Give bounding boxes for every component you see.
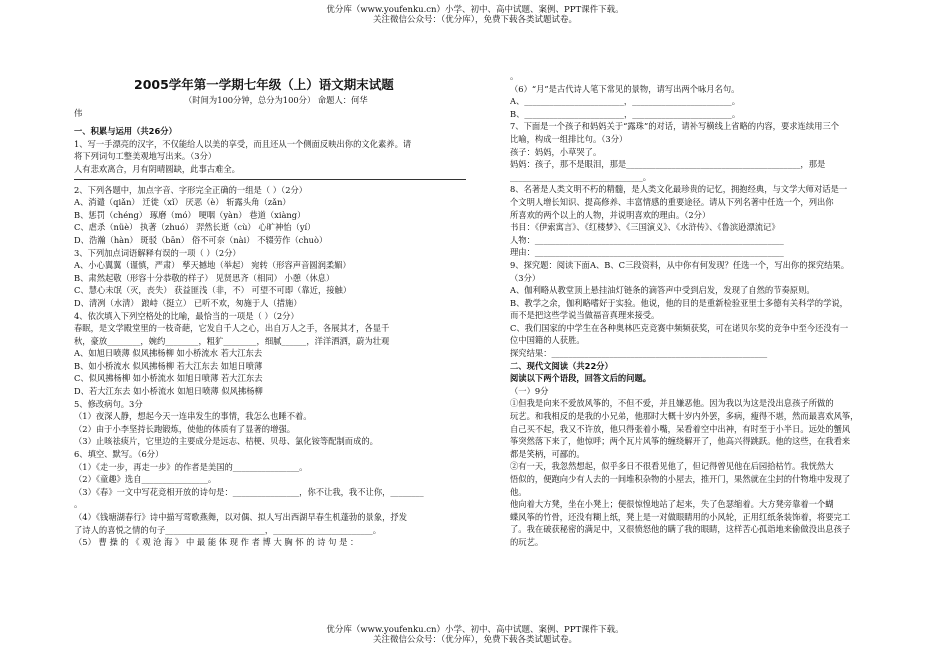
right-line: 二、现代文阅读（共22分） xyxy=(510,360,613,371)
right-line: 比喻，构成一组排比句。（3分） xyxy=(510,133,628,144)
left-line: C、似风拂杨柳 如小桥流水 如旭日喷薄 若大江东去 xyxy=(74,373,263,384)
left-line: （2）由于小李坚持长跑锻炼，使他的体质有了显著的增强。 xyxy=(74,423,295,434)
right-line: （一）9分 xyxy=(510,385,549,396)
left-line: （4）《钱塘湖春行》诗中描写莺歌燕舞，以对偶、拟人写出西湖早春生机蓬勃的景象，抒发 xyxy=(74,512,408,522)
right-line: 人物：____________________________________________________________ xyxy=(510,234,784,245)
right-column xyxy=(510,70,900,549)
right-line: 筝突然落下来了，他惊呼；两个瓦片风筝的缠绕解开了，他高兴得跳跃。他的这些，在我看来 xyxy=(510,436,851,447)
left-line: 春眠，是文学殿堂里的一枝奇葩，它发自千人之心，出自万人之手，各展其才，各显千 xyxy=(74,323,390,334)
left-line: （1）《走一步，再走一步》的作者是美国的________________。 xyxy=(74,461,308,472)
page-header xyxy=(0,5,950,25)
right-line: 个文明人增长知识、提高修养、丰富情感的重要途径。请从下列名著中任选一个，列出你 xyxy=(510,196,834,207)
footer-line-1: 优分库（www.youfenku.cn）小学、初中、高中试题、案例、PPT课件下载。 xyxy=(326,625,624,635)
left-line: 。 xyxy=(74,499,83,510)
header-line-1: 优分库（www.youfenku.cn）小学、初中、高中试题、案例、PPT课件下载。 xyxy=(326,5,624,15)
right-line: ②有一天，我忽然想起，似乎多日不很看见他了，但记得曾见他在后园拾枯竹。我恍然大 xyxy=(510,461,834,472)
exam-subtitle: （时间为100分钟，总分为100分） 命题人：何华 xyxy=(184,95,368,105)
right-line: 孩子：妈妈，小草哭了。 xyxy=(510,146,602,157)
left-line: B、肃然起敬（形容十分恭敬的样子） 见贤思齐（相同） 小憩（休息） xyxy=(74,272,335,283)
left-line: 4、依次填入下列空格处的比喻，最恰当的一项是（ ）（2分） xyxy=(74,310,299,321)
right-line: 书目：《伊索寓言》、《红楼梦》、《三国演义》、《水浒传》、《鲁滨逊漂流记》 xyxy=(510,222,780,233)
header-line-2: 关注微信公众号：（优分库），免费下载各类试题试卷。 xyxy=(372,15,577,25)
right-line: A、伽利略从教堂顶上悬挂油灯链条的滴答声中受到启发，发现了自然的节奏原则。 xyxy=(510,285,815,296)
left-line: 将下列词句工整美观地写出来。（3分） xyxy=(74,151,217,162)
left-line: D、浩瀚（hàn） 斑驳（bān） 俗不可奈（nài） 不辍劳作（chuò） xyxy=(74,234,328,245)
right-line: 所喜欢的两个以上的人物，并说明喜欢的理由。（2分） xyxy=(510,209,711,220)
left-line: C、慧心未氓（灭，丧失） 获益匪浅（非，不） 可望不可即（靠近，接触） xyxy=(74,285,352,296)
answer-rule xyxy=(74,179,466,180)
right-line: B、________________________，________________________。 xyxy=(510,108,741,119)
right-line: 。 xyxy=(510,71,519,81)
right-line: 阅读以下两个语段，回答文后的问题。 xyxy=(510,373,652,384)
right-line: ________________________________。 xyxy=(510,171,652,182)
right-question-lines xyxy=(510,70,900,549)
right-line: 理由：____________________________________________________________ xyxy=(510,247,784,258)
right-line: 探究结果：____________________________________________________ xyxy=(510,348,768,359)
right-line: 自己买不起，我又不许放，他只得张着小嘴，呆看着空中出神，有时至于小半日。远处的蟹风 xyxy=(510,423,851,434)
left-line: （3）止咳祛痰片，它里边的主要成分是远志、桔梗、贝母、氯化铵等配制而成的。 xyxy=(74,436,378,447)
left-line: 秋，豪放________，婉约________，粗犷________，细腻______，洋洋洒洒，蔚为壮观 xyxy=(74,335,390,346)
left-line: 人有悲欢离合，月有阴晴圆缺，此事古难全。 xyxy=(74,163,240,174)
left-line: A、小心翼翼（谨慎，严肃） 孳天撼地（举起） 宛转（形容声音圆润柔媚） xyxy=(74,260,351,271)
right-line: B、教学之余，伽利略嗜好于实验。他说，他的目的是重新检验亚里士多德有关科学的学说， xyxy=(510,297,848,308)
right-line: ①但我是向来不爱放风筝的，不但不爱，并且嫌恶他。因为我以为这是没出息孩子所做的 xyxy=(510,398,834,409)
left-line: （2）《童趣》选自________________。 xyxy=(74,474,217,485)
left-line: B、惩罚（chéng） 琢磨（mó） 哽咽（yàn） 巷道（xiàng） xyxy=(74,209,306,220)
left-line: D、清冽（水清） 踉峙（挺立） 已听不欢，匆施于人（措施） xyxy=(74,297,302,308)
right-line: A、________________________，________________________。 xyxy=(510,96,741,107)
section-1-heading: 一、积累与运用（共26分） xyxy=(74,126,177,137)
right-line: 他向着大方凳，坐在小凳上；便很惊惶地站了起来，失了色瑟缩着。大方凳旁靠着一个蝴 xyxy=(510,499,834,510)
left-line: 了诗人的喜悦之情的句子________________________，________________________。 xyxy=(74,524,381,535)
left-line: A、如旭日喷薄 似风拂杨柳 如小桥流水 若大江东去 xyxy=(74,348,263,359)
left-line: C、虐杀（nüè） 执著（zhuó） 羿然长逝（cù） 心旷神怡（yí） xyxy=(74,222,316,233)
footer-line-2: 关注微信公众号：（优分库），免费下载各类试题试卷。 xyxy=(372,635,577,645)
left-line: 2、下列各题中，加点字音、字形完全正确的一组是（ ）（2分） xyxy=(74,184,308,195)
left-line: （3）《春》一文中写花竞相开放的诗句是：________________，你不让我，我不让你，________ xyxy=(74,486,424,497)
right-line: 都是笑柄，可鄙的。 xyxy=(510,448,585,459)
right-line: 8、名著是人类文明不朽的精髓，是人类文化最珍贵的记忆，拥抱经典，与文学大师对话是一 xyxy=(510,184,848,195)
left-line: D、若大江东去 如小桥流水 如旭日喷薄 似风拂杨柳 xyxy=(74,386,263,397)
left-line: B、如小桥流水 似风拂杨柳 若大江东去 如旭日喷薄 xyxy=(74,360,263,371)
right-line: 悟似的，便跑向少有人去的一间堆积杂物的小屋去，推开门，果然就在尘封的什物堆中发现了 xyxy=(510,474,851,484)
exam-title: 2005学年第一学期七年级（上）语文期末试题 xyxy=(134,77,394,92)
right-line: 位中国籍的人获胜。 xyxy=(510,335,585,346)
right-line: 而不是把这些学说当做福音真理来接受。 xyxy=(510,310,660,321)
left-column xyxy=(74,76,466,549)
right-line: 蝶风筝的竹骨，还没有糊上纸，凳上是一对做眼睛用的小风轮，正用红纸条装饰着，将要完工 xyxy=(510,511,851,522)
right-line: 他。 xyxy=(510,486,527,497)
right-line: 9、探究题：阅读下面A、B、C三段资料，从中你有何发现？任选一个，写出你的探究结果。 xyxy=(510,259,850,270)
right-line: 7、下面是一个孩子和妈妈关于“露珠”的对话，请补写横线上省略的内容，要求连续用三个 xyxy=(510,121,840,132)
left-line: 6、填空、默写。（6分） xyxy=(74,449,164,460)
exam-subtitle-wrap: 伟 xyxy=(74,107,83,118)
right-line: 的玩艺。 xyxy=(510,536,544,547)
left-line: A、消谴（qiǎn） 迁徙（xǐ） 厌恶（è） 斩露头角（zǎn） xyxy=(74,197,291,208)
left-line: 3、下列加点词语解释有误的一项（ ）（2分） xyxy=(74,247,241,258)
left-line: （1）夜深人静，想起今天一连串发生的事情，我怎么也睡不着。 xyxy=(74,411,312,422)
right-line: （3分） xyxy=(510,272,541,283)
left-line: 5、修改病句。3分 xyxy=(74,398,143,409)
right-line: （6）“月”是古代诗人笔下常见的景物，请写出两个咏月名句。 xyxy=(510,83,740,94)
left-question-lines xyxy=(74,138,466,549)
left-line: 1、写一手漂亮的汉字，不仅能给人以美的享受，而且还从一个侧面反映出你的文化素养。请 xyxy=(74,138,412,149)
page-footer xyxy=(0,625,950,645)
right-line: 妈妈：孩子，那不是眼泪，那是__________________________________________，那是 xyxy=(510,159,826,170)
right-line: C、我们国家的中学生在各种奥林匹克竞赛中频频获奖，可在诺贝尔奖的竞争中至今还没有一 xyxy=(510,322,849,333)
right-line: 玩艺。和我相反的是我的小兄弟，他那时大概十岁内外罢，多病，瘦得不堪，然而最喜欢风筝， xyxy=(510,411,859,422)
left-line: （5） 曹 操 的 《 观 沧 海 》 中 最 能 体 现 作 者 博 大 胸 怀 的 诗 句 是 ： xyxy=(74,537,359,548)
right-line: 了。我在破获秘密的满足中，又很愤怒他的瞒了我的眼睛，这样苦心孤诣地来偷做没出息孩子 xyxy=(510,524,851,535)
